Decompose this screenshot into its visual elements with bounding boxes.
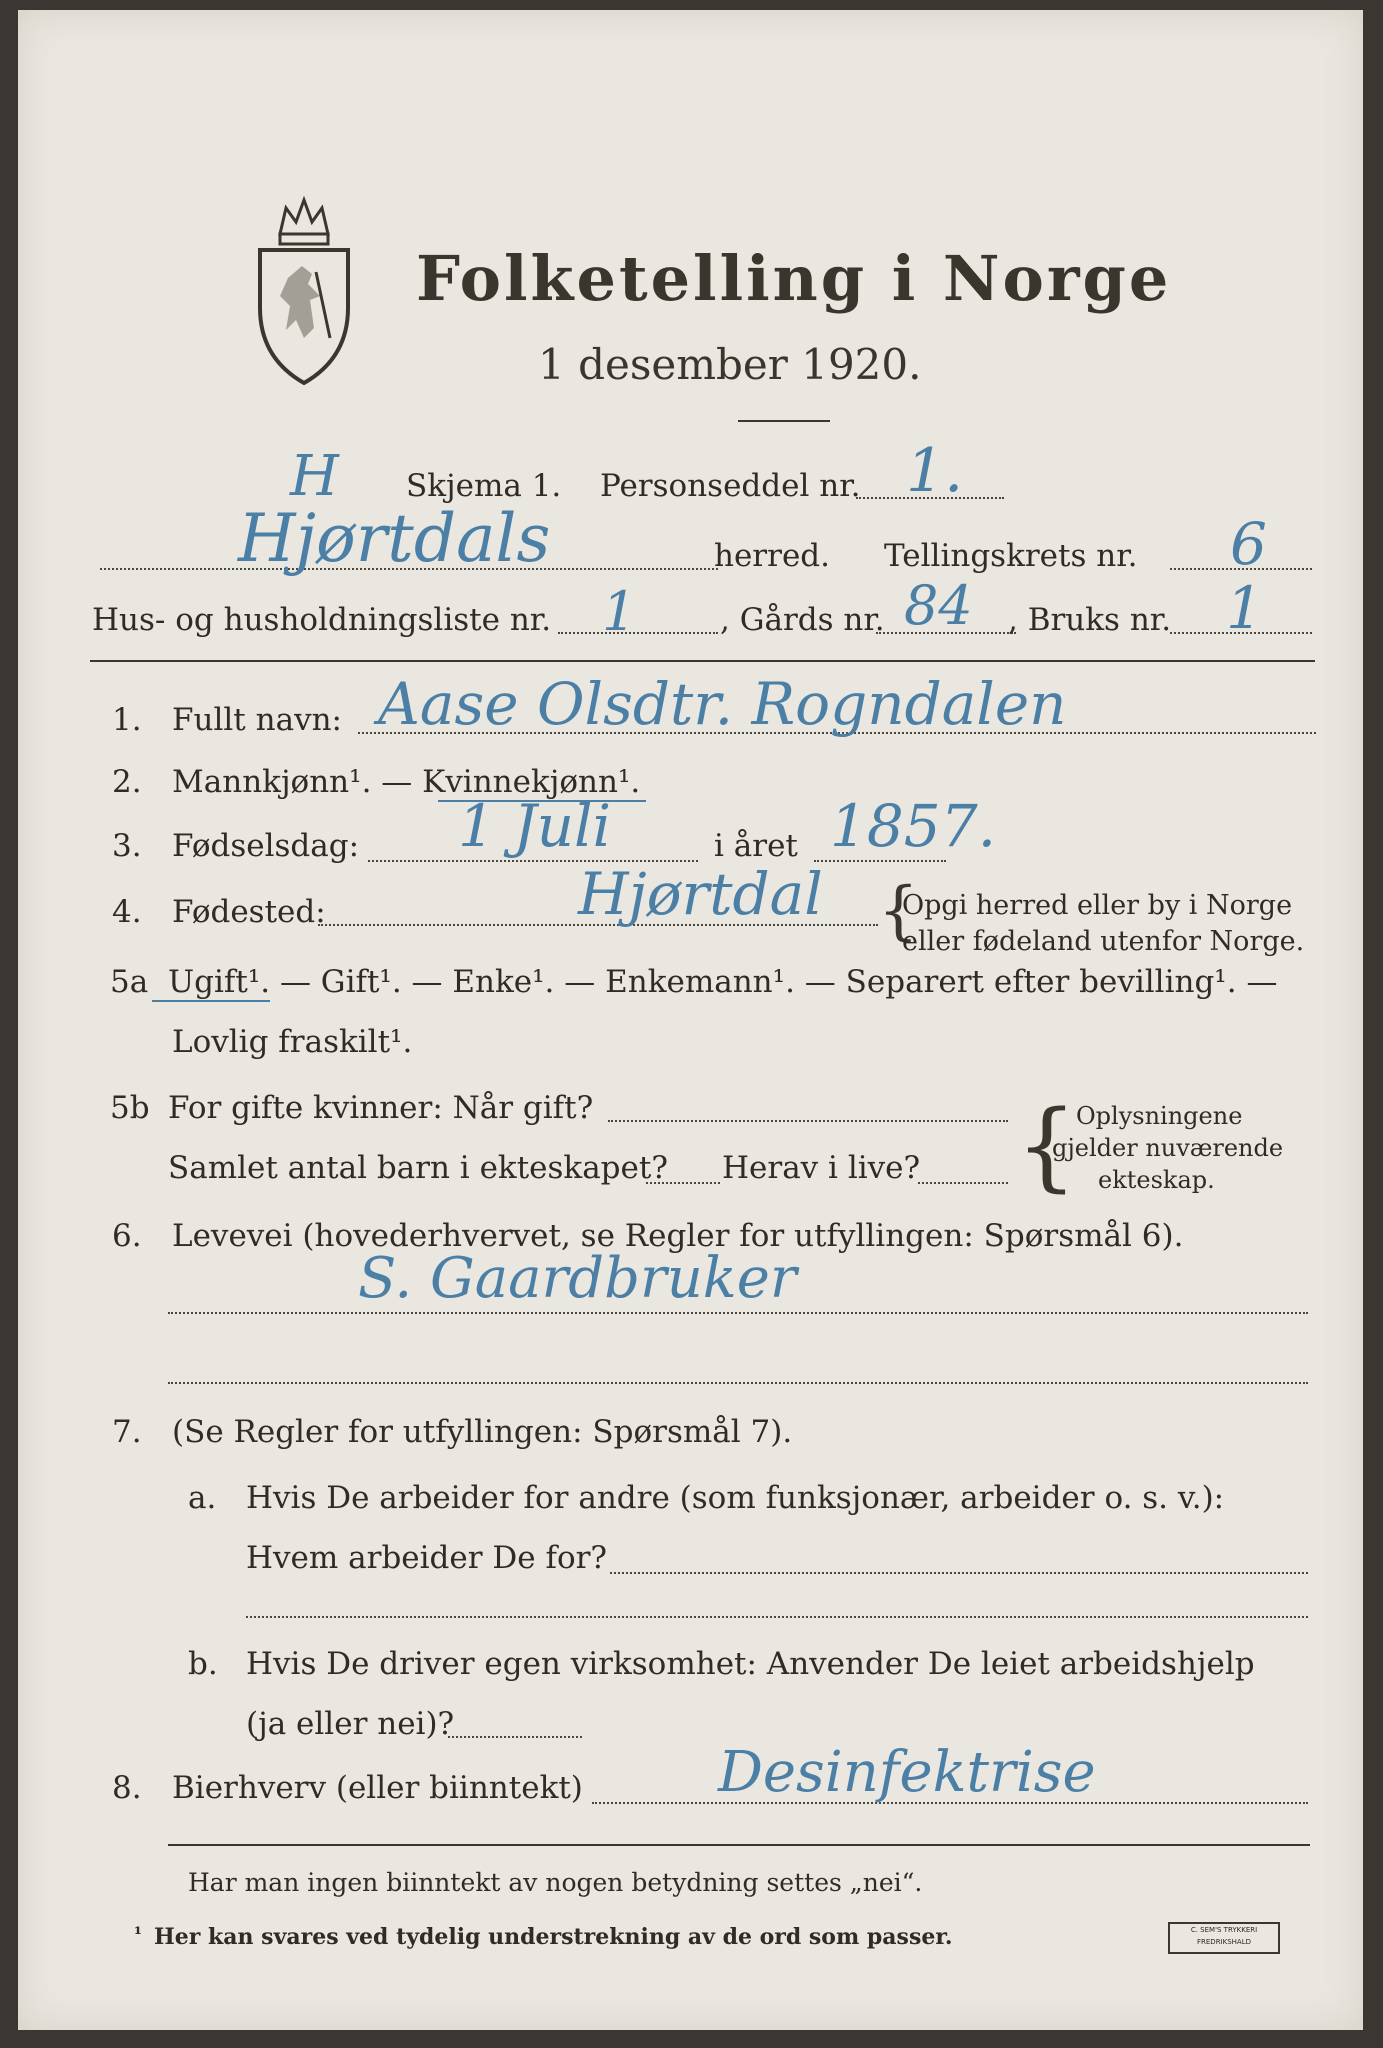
skjema-prefix-handwritten: H bbox=[290, 444, 339, 509]
q7a-line2: Hvem arbeider De for? bbox=[246, 1540, 608, 1576]
gards-label: , Gårds nr. bbox=[720, 602, 885, 638]
marriage-note-brace: { bbox=[1016, 1090, 1078, 1202]
tellingskrets-value[interactable]: 6 bbox=[1230, 510, 1267, 578]
q5b-number: 5b bbox=[110, 1090, 150, 1126]
employer-line-1 bbox=[610, 1572, 1308, 1574]
year-label: i året bbox=[714, 828, 798, 864]
q7a-number: a. bbox=[188, 1480, 217, 1516]
q5b-line1: For gifte kvinner: Når gift? bbox=[168, 1090, 594, 1126]
census-form-sheet bbox=[18, 10, 1363, 2030]
employer-line-2 bbox=[246, 1616, 1308, 1618]
footer-rule bbox=[168, 1844, 1310, 1846]
birthplace-note-1: Opgi herred eller by i Norge bbox=[902, 890, 1293, 921]
printer-stamp: C. SEM'S TRYKKERI FREDRIKSHALD bbox=[1168, 1922, 1280, 1954]
birth-year-value[interactable]: 1857. bbox=[830, 792, 997, 860]
side-income-value[interactable]: Desinfektrise bbox=[718, 1740, 1096, 1805]
hired-help-line bbox=[448, 1736, 582, 1738]
q8-number: 8. bbox=[112, 1770, 142, 1806]
gards-value[interactable]: 84 bbox=[904, 574, 973, 637]
coat-of-arms-icon bbox=[250, 188, 358, 388]
footnote-mark: ¹ bbox=[134, 1924, 142, 1945]
hus-line bbox=[558, 632, 718, 634]
children-alive-line bbox=[918, 1182, 1008, 1184]
marriage-note-1: Oplysningene bbox=[1076, 1102, 1243, 1130]
q3-label: Fødselsdag: bbox=[172, 828, 360, 864]
q4-label: Fødested: bbox=[172, 894, 326, 930]
ugift-underline bbox=[152, 1000, 270, 1002]
census-date: 1 desember 1920. bbox=[538, 340, 922, 389]
q3-number: 3. bbox=[112, 828, 142, 864]
q1-label: Fullt navn: bbox=[172, 702, 342, 738]
hus-value[interactable]: 1 bbox=[602, 580, 637, 643]
year-line bbox=[814, 860, 946, 862]
birthday-value[interactable]: 1 Juli bbox=[458, 792, 612, 860]
q5a-number: 5a bbox=[110, 964, 149, 1000]
herred-label: herred. bbox=[714, 538, 830, 574]
birthplace-note-brace: { bbox=[878, 874, 919, 948]
marital-status-options-2: Lovlig fraskilt¹. bbox=[172, 1024, 413, 1060]
marriage-note-3: ekteskap. bbox=[1098, 1166, 1215, 1194]
occupation-value[interactable]: S. Gaardbruker bbox=[358, 1246, 797, 1311]
q8-label: Bierhverv (eller biinntekt) bbox=[172, 1770, 583, 1806]
personseddel-value[interactable]: 1. bbox=[906, 436, 964, 506]
skjema-label: Skjema 1. bbox=[406, 468, 562, 504]
title-divider bbox=[738, 420, 830, 422]
married-when-line bbox=[608, 1120, 1008, 1122]
children-total-line bbox=[646, 1182, 720, 1184]
q2-number: 2. bbox=[112, 764, 142, 800]
herred-value[interactable]: Hjørtdals bbox=[238, 500, 551, 577]
header-rule bbox=[90, 660, 1315, 662]
marital-status-options: Ugift¹. — Gift¹. — Enke¹. — Enkemann¹. — Separert efter bevilling¹. — bbox=[168, 964, 1278, 1000]
occupation-line-1 bbox=[168, 1312, 1308, 1314]
q7a-line1: Hvis De arbeider for andre (som funksjonær, arbeider o. s. v.): bbox=[246, 1480, 1225, 1516]
q7b-line2: (ja eller nei)? bbox=[246, 1706, 455, 1742]
footer-note: Har man ingen biinntekt av nogen betydning settes „nei“. bbox=[188, 1868, 923, 1897]
tellingskrets-label: Tellingskrets nr. bbox=[884, 538, 1138, 574]
q1-number: 1. bbox=[112, 702, 142, 738]
full-name-value[interactable]: Aase Olsdtr. Rogndalen bbox=[378, 670, 1067, 738]
bruks-label: , Bruks nr. bbox=[1008, 602, 1172, 638]
occupation-line-2 bbox=[168, 1382, 1308, 1384]
form-title: Folketelling i Norge bbox=[416, 242, 1172, 315]
birthplace-note-2: eller fødeland utenfor Norge. bbox=[902, 926, 1305, 957]
q7b-number: b. bbox=[188, 1646, 218, 1682]
personseddel-label: Personseddel nr. bbox=[600, 468, 861, 504]
birthplace-value[interactable]: Hjørtdal bbox=[578, 860, 823, 928]
hus-label: Hus- og husholdningsliste nr. bbox=[92, 602, 552, 638]
q6-number: 6. bbox=[112, 1218, 142, 1254]
q7b-line1: Hvis De driver egen virksomhet: Anvender De leiet arbeidshjelp bbox=[246, 1646, 1255, 1682]
bruks-value[interactable]: 1 bbox=[1226, 574, 1263, 642]
marriage-note-2: gjelder nuværende bbox=[1052, 1134, 1284, 1162]
gender-options: Mannkjønn¹. — Kvinnekjønn¹. bbox=[172, 764, 641, 800]
q7-label: (Se Regler for utfyllingen: Spørsmål 7). bbox=[172, 1414, 793, 1450]
q5b-alive-label: Herav i live? bbox=[722, 1150, 921, 1186]
q6-label: Levevei (hovederhvervet, se Regler for utfyllingen: Spørsmål 6). bbox=[172, 1218, 1184, 1254]
q4-number: 4. bbox=[112, 894, 142, 930]
q7-number: 7. bbox=[112, 1414, 142, 1450]
footnote-text: Her kan svares ved tydelig understrekning av de ord som passer. bbox=[154, 1924, 953, 1950]
q5b-children-label: Samlet antal barn i ekteskapet? bbox=[168, 1150, 668, 1186]
